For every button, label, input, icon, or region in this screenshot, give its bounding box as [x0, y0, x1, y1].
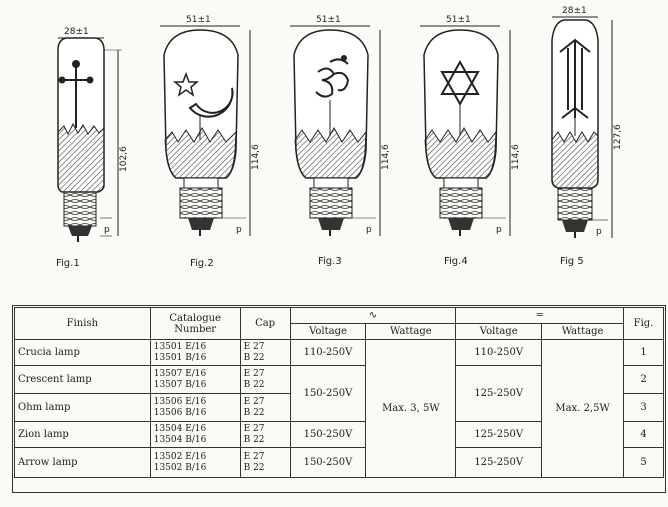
row-cat1: 13501 E/16	[153, 341, 207, 352]
header-voltage-ac: Voltage	[290, 324, 366, 340]
row-volt-ac: 150-250V	[290, 422, 366, 448]
row-finish: Ohm lamp	[15, 394, 151, 422]
row-volt-dc: 125-250V	[456, 422, 542, 448]
fig4-width-dim: 51±1	[446, 15, 471, 25]
row-volt-dc: 110-250V	[456, 340, 542, 366]
row-finish: Arrow lamp	[15, 448, 151, 478]
row-cat2: 13502 B/16	[153, 462, 207, 473]
row-fig: 5	[624, 448, 664, 478]
header-dc-symbol: =	[456, 308, 624, 324]
row-fig: 2	[624, 366, 664, 394]
row-cat1: 13507 E/16	[153, 368, 207, 379]
volt-ac-merged: 150-250V	[290, 366, 366, 422]
fig1-p-dim: p	[104, 225, 110, 235]
row-volt-ac: 150-250V	[290, 448, 366, 478]
row-cat1: 13504 E/16	[153, 423, 207, 434]
fig2-label: Fig.2	[190, 258, 214, 269]
row-finish: Crucia lamp	[15, 340, 151, 366]
lamp-spec-table	[14, 307, 664, 478]
row-cat2: 13501 B/16	[153, 352, 207, 363]
wattage-ac-merged: Max. 3, 5W	[366, 340, 456, 478]
volt-dc-merged: 125-250V	[456, 366, 542, 422]
row-cap2: B 22	[243, 379, 265, 390]
fig5-width-dim: 28±1	[562, 6, 587, 16]
row-finish: Crescent lamp	[15, 366, 151, 394]
wattage-dc-merged: Max. 2,5W	[542, 340, 624, 478]
row-cap2: B 22	[243, 434, 265, 445]
row-finish: Zion lamp	[15, 422, 151, 448]
header-cap: Cap	[240, 308, 290, 340]
fig2-height-dim: 114,6	[251, 144, 261, 170]
fig1-height-dim: 102,6	[119, 146, 129, 172]
row-cat1: 13506 E/16	[153, 396, 207, 407]
row-fig: 3	[624, 394, 664, 422]
row-fig: 1	[624, 340, 664, 366]
header-fig: Fig.	[624, 308, 664, 340]
fig5-height-dim: 127,6	[613, 124, 623, 150]
fig3-width-dim: 51±1	[316, 15, 341, 25]
lamp-figure-5	[552, 6, 623, 238]
lamp-figure-2	[160, 15, 261, 236]
row-cap1: E 27	[243, 451, 265, 462]
row-cat1: 13502 E/16	[153, 451, 207, 462]
header-voltage-dc: Voltage	[456, 324, 542, 340]
row-cap2: B 22	[243, 407, 265, 418]
fig3-p-dim: p	[366, 225, 372, 235]
fig4-p-dim: p	[496, 225, 502, 235]
row-cat2: 13507 B/16	[153, 379, 207, 390]
lamp-figure-3	[290, 15, 391, 236]
fig2-p-dim: p	[236, 225, 242, 235]
header-wattage-dc: Wattage	[542, 324, 624, 340]
fig5-label: Fig 5	[560, 256, 584, 267]
row-volt-ac: 110-250V	[290, 340, 366, 366]
lamp-figure-4	[420, 15, 521, 236]
fig1-width-dim: 28±1	[64, 27, 89, 37]
fig2-width-dim: 51±1	[186, 15, 211, 25]
row-cap1: E 27	[243, 423, 265, 434]
lamp-figure-1	[58, 27, 129, 242]
table-row	[15, 340, 664, 366]
fig5-p-dim: p	[596, 227, 602, 237]
fig3-label: Fig.3	[318, 256, 342, 267]
row-fig: 4	[624, 422, 664, 448]
row-cap2: B 22	[243, 352, 265, 363]
row-cat2: 13506 B/16	[153, 407, 207, 418]
fig4-label: Fig.4	[444, 256, 468, 267]
header-ac-symbol: ∿	[290, 308, 456, 324]
row-cap1: E 27	[243, 396, 265, 407]
fig1-label: Fig.1	[56, 258, 80, 269]
row-cap1: E 27	[243, 368, 265, 379]
header-catalogue: Catalogue Number	[150, 308, 240, 340]
header-finish: Finish	[15, 308, 151, 340]
row-cap2: B 22	[243, 462, 265, 473]
fig3-height-dim: 114,6	[381, 144, 391, 170]
header-wattage-ac: Wattage	[366, 324, 456, 340]
row-cat2: 13504 B/16	[153, 434, 207, 445]
row-cap1: E 27	[243, 341, 265, 352]
row-volt-dc: 125-250V	[456, 448, 542, 478]
fig4-height-dim: 114,6	[511, 144, 521, 170]
